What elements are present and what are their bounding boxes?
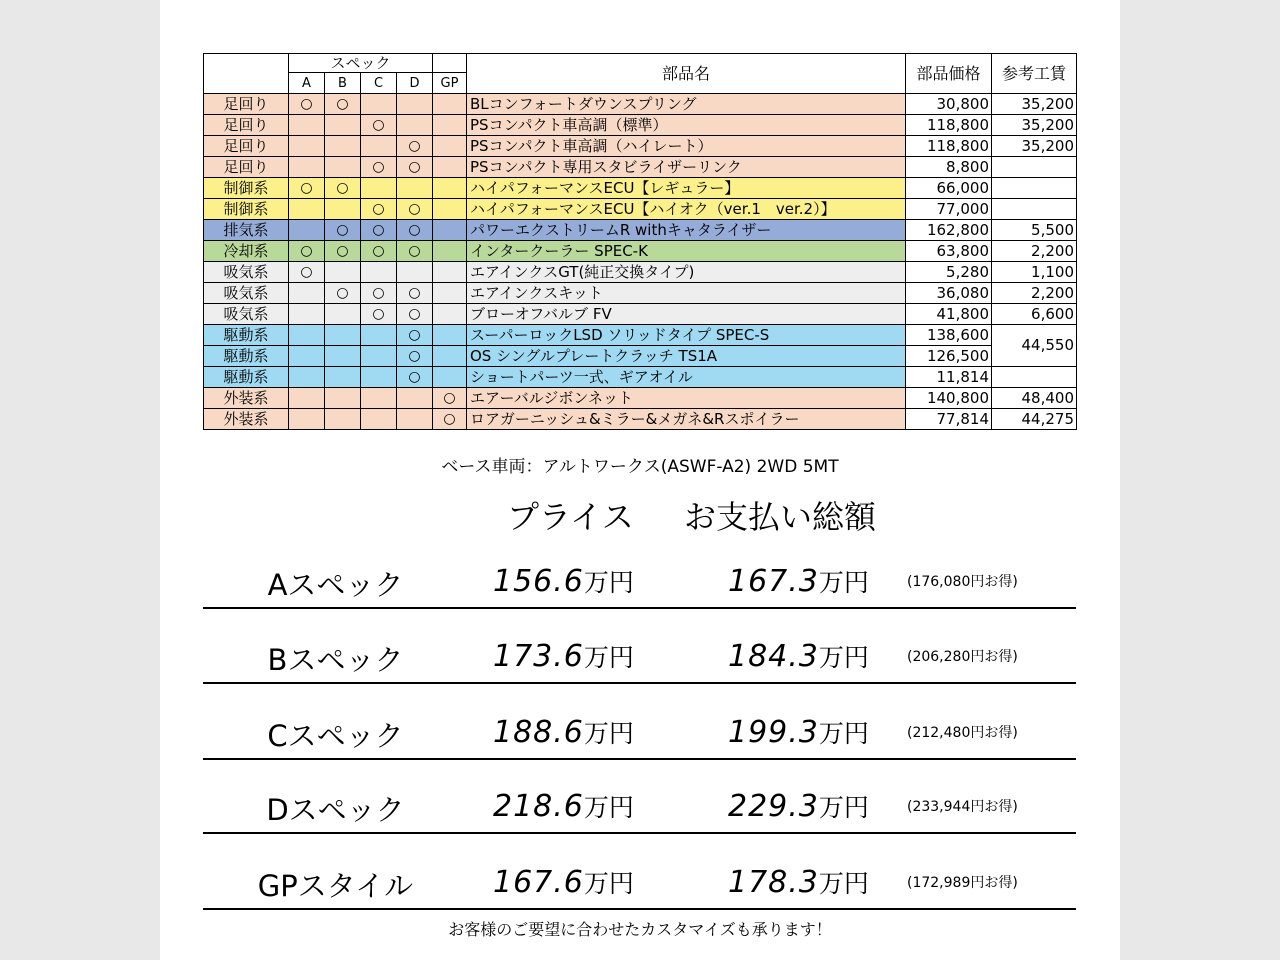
- price-cell: 162,800: [906, 220, 992, 241]
- price-cell: 30,800: [906, 94, 992, 115]
- spec-mark-cell: ○: [397, 199, 433, 220]
- spec-mark-cell: ○: [289, 178, 325, 199]
- spec-mark-cell: ○: [397, 367, 433, 388]
- category-cell: 駆動系: [204, 367, 289, 388]
- spec-mark-cell: [433, 283, 467, 304]
- category-cell: 吸気系: [204, 304, 289, 325]
- spec-mark-cell: ○: [397, 283, 433, 304]
- table-row: [204, 115, 1077, 136]
- spec-mark-cell: [361, 136, 397, 157]
- total-unit: 万円: [818, 719, 869, 748]
- spec-mark-cell: ○: [325, 94, 361, 115]
- part-name-cell: パワーエクストリームR withキャタライザー: [467, 220, 906, 241]
- row-divider: [203, 758, 1076, 760]
- parts-table-body: [204, 94, 1077, 430]
- price-number: 218.6: [493, 789, 584, 824]
- labor-cell: 35,200: [992, 115, 1077, 136]
- parts-table: [203, 53, 1077, 430]
- table-row: [204, 178, 1077, 199]
- table-row: [204, 409, 1077, 430]
- spec-mark-cell: [433, 325, 467, 346]
- savings-note: (172,989円お得): [907, 875, 1018, 891]
- spec-mark-cell: [433, 304, 467, 325]
- part-name-cell: ハイパフォーマンスECU【レギュラー】: [467, 178, 906, 199]
- savings-note: (206,280円お得): [907, 649, 1018, 665]
- price-cell: 41,800: [906, 304, 992, 325]
- total-value: [728, 788, 869, 824]
- price-value: [493, 714, 634, 750]
- spec-mark-cell: [433, 94, 467, 115]
- spec-mark-cell: [433, 115, 467, 136]
- summary-row: [203, 638, 1076, 678]
- spec-mark-cell: [289, 304, 325, 325]
- spec-mark-cell: [325, 304, 361, 325]
- table-row: [204, 346, 1077, 367]
- total-number: 178.3: [728, 865, 819, 900]
- labor-cell: 44,275: [992, 409, 1077, 430]
- spec-name: Aスペック: [267, 568, 404, 602]
- spec-mark-cell: [361, 388, 397, 409]
- row-divider: [203, 607, 1076, 609]
- table-row: [204, 283, 1077, 304]
- total-unit: 万円: [818, 793, 869, 822]
- spec-mark-cell: ○: [361, 304, 397, 325]
- category-cell: 排気系: [204, 220, 289, 241]
- labor-cell: 6,600: [992, 304, 1077, 325]
- spec-mark-cell: [361, 262, 397, 283]
- spec-mark-cell: ○: [397, 346, 433, 367]
- price-cell: 77,814: [906, 409, 992, 430]
- total-number: 167.3: [728, 564, 819, 599]
- summary-row: [203, 864, 1076, 904]
- spec-mark-cell: [361, 409, 397, 430]
- spec-mark-cell: [397, 262, 433, 283]
- table-row: [204, 388, 1077, 409]
- base-vehicle-text: ベース車両：アルトワークス(ASWF-A2) 2WD 5MT: [441, 457, 839, 477]
- total-unit: 万円: [818, 643, 869, 672]
- summary-row: [203, 714, 1076, 754]
- spec-mark-cell: [289, 199, 325, 220]
- spec-mark-cell: ○: [325, 178, 361, 199]
- labor-cell: 48,400: [992, 388, 1077, 409]
- spec-mark-cell: [361, 94, 397, 115]
- spec-mark-cell: [325, 115, 361, 136]
- category-header: [204, 54, 289, 94]
- savings-note: (212,480円お得): [907, 725, 1018, 741]
- part-name-cell: ハイパフォーマンスECU【ハイオク（ver.1 ver.2）】: [467, 199, 906, 220]
- spec-mark-cell: [397, 115, 433, 136]
- spec-mark-cell: ○: [397, 157, 433, 178]
- table-row: [204, 325, 1077, 346]
- spec-group-header: スペック: [289, 54, 433, 73]
- spec-mark-cell: [289, 157, 325, 178]
- price-value: [493, 864, 634, 900]
- price-value: [493, 563, 634, 599]
- labor-cell: [992, 157, 1077, 178]
- spec-mark-cell: [325, 325, 361, 346]
- price-number: 173.6: [493, 639, 584, 674]
- price-number: 156.6: [493, 564, 584, 599]
- part-name-cell: ロアガーニッシュ&ミラー&メガネ&Rスポイラー: [467, 409, 906, 430]
- price-unit: 万円: [583, 719, 634, 748]
- spec-mark-cell: [397, 388, 433, 409]
- total-value: [728, 563, 869, 599]
- spec-mark-cell: ○: [325, 220, 361, 241]
- table-row: [204, 220, 1077, 241]
- total-column-header: お支払い総額: [684, 498, 877, 536]
- labor-cell: [992, 367, 1077, 388]
- spec-letter-a: A: [289, 73, 325, 94]
- price-cell: 77,000: [906, 199, 992, 220]
- total-unit: 万円: [818, 869, 869, 898]
- spec-mark-cell: ○: [397, 136, 433, 157]
- summary-row: [203, 788, 1076, 828]
- spec-mark-cell: ○: [397, 241, 433, 262]
- spec-mark-cell: [325, 388, 361, 409]
- price-cell: 126,500: [906, 346, 992, 367]
- part-name-cell: スーパーロックLSD ソリッドタイプ SPEC-S: [467, 325, 906, 346]
- price-cell: 118,800: [906, 115, 992, 136]
- labor-header: 参考工賃: [992, 54, 1077, 94]
- table-row: [204, 157, 1077, 178]
- spec-mark-cell: ○: [361, 283, 397, 304]
- spec-letter-b: B: [325, 73, 361, 94]
- labor-cell: 5,500: [992, 220, 1077, 241]
- spec-mark-cell: [397, 178, 433, 199]
- labor-cell: 2,200: [992, 283, 1077, 304]
- spec-mark-cell: ○: [325, 241, 361, 262]
- labor-cell: 35,200: [992, 94, 1077, 115]
- part-name-cell: ブローオフバルブ FV: [467, 304, 906, 325]
- part-name-cell: エアーバルジボンネット: [467, 388, 906, 409]
- spec-mark-cell: ○: [289, 94, 325, 115]
- part-name-cell: PSコンパクト車高調（ハイレート）: [467, 136, 906, 157]
- price-cell: 138,600: [906, 325, 992, 346]
- total-number: 184.3: [728, 639, 819, 674]
- spec-mark-cell: [289, 115, 325, 136]
- labor-cell: 35,200: [992, 136, 1077, 157]
- spec-mark-cell: [325, 367, 361, 388]
- row-divider: [203, 908, 1076, 910]
- price-number: 167.6: [493, 865, 584, 900]
- spec-letter-d: D: [397, 73, 433, 94]
- spec-mark-cell: [397, 409, 433, 430]
- price-cell: 66,000: [906, 178, 992, 199]
- part-name-cell: エアインクスキット: [467, 283, 906, 304]
- part-name-cell: BLコンフォートダウンスプリング: [467, 94, 906, 115]
- spec-mark-cell: ○: [361, 115, 397, 136]
- spec-mark-cell: [289, 220, 325, 241]
- part-name-cell: PSコンパクト専用スタビライザーリンク: [467, 157, 906, 178]
- labor-cell: 2,200: [992, 241, 1077, 262]
- price-value: [493, 788, 634, 824]
- price-unit: 万円: [583, 869, 634, 898]
- spec-name: GPスタイル: [257, 869, 414, 903]
- category-cell: 外装系: [204, 409, 289, 430]
- price-cell: 118,800: [906, 136, 992, 157]
- price-unit: 万円: [583, 793, 634, 822]
- category-cell: 制御系: [204, 178, 289, 199]
- spec-letter-gp: GP: [433, 73, 467, 94]
- category-cell: 冷却系: [204, 241, 289, 262]
- category-cell: 足回り: [204, 115, 289, 136]
- price-cell: 8,800: [906, 157, 992, 178]
- spec-mark-cell: ○: [397, 304, 433, 325]
- part-name-header: 部品名: [467, 54, 906, 94]
- total-value: [728, 638, 869, 674]
- category-cell: 駆動系: [204, 325, 289, 346]
- total-value: [728, 714, 869, 750]
- category-cell: 外装系: [204, 388, 289, 409]
- summary-row: [203, 563, 1076, 603]
- table-row: [204, 367, 1077, 388]
- category-cell: 足回り: [204, 136, 289, 157]
- price-unit: 万円: [583, 643, 634, 672]
- spec-mark-cell: [433, 367, 467, 388]
- price-number: 188.6: [493, 715, 584, 750]
- spec-mark-cell: [433, 262, 467, 283]
- spec-mark-cell: [289, 136, 325, 157]
- category-cell: 吸気系: [204, 262, 289, 283]
- table-row: [204, 241, 1077, 262]
- price-cell: 11,814: [906, 367, 992, 388]
- spec-mark-cell: ○: [361, 199, 397, 220]
- spec-mark-cell: ○: [433, 409, 467, 430]
- spec-mark-cell: [325, 199, 361, 220]
- spec-letter-c: C: [361, 73, 397, 94]
- total-number: 199.3: [728, 715, 819, 750]
- gp-header-blank: [433, 54, 467, 73]
- table-row: [204, 199, 1077, 220]
- spec-mark-cell: [289, 367, 325, 388]
- price-cell: 63,800: [906, 241, 992, 262]
- spec-mark-cell: [361, 367, 397, 388]
- spec-mark-cell: [325, 346, 361, 367]
- price-value: [493, 638, 634, 674]
- spec-mark-cell: ○: [397, 220, 433, 241]
- category-cell: 吸気系: [204, 283, 289, 304]
- labor-cell: [992, 199, 1077, 220]
- labor-cell: 1,100: [992, 262, 1077, 283]
- spec-mark-cell: [433, 220, 467, 241]
- spec-mark-cell: ○: [397, 325, 433, 346]
- footer-note: お客様のご要望に合わせたカスタマイズも承ります！: [448, 920, 832, 939]
- part-name-cell: PSコンパクト車高調（標準）: [467, 115, 906, 136]
- price-unit: 万円: [583, 568, 634, 597]
- total-value: [728, 864, 869, 900]
- spec-name: Bスペック: [267, 643, 404, 677]
- spec-mark-cell: [325, 409, 361, 430]
- spec-mark-cell: [289, 346, 325, 367]
- spec-mark-cell: [433, 178, 467, 199]
- spec-name: Cスペック: [267, 719, 404, 753]
- category-cell: 制御系: [204, 199, 289, 220]
- total-unit: 万円: [818, 568, 869, 597]
- price-cell: 36,080: [906, 283, 992, 304]
- table-row: [204, 136, 1077, 157]
- table-row: [204, 262, 1077, 283]
- spec-name: Dスペック: [266, 793, 405, 827]
- spec-mark-cell: [325, 262, 361, 283]
- labor-cell: 44,550: [992, 325, 1077, 367]
- spec-mark-cell: [325, 157, 361, 178]
- spec-mark-cell: [433, 199, 467, 220]
- spec-mark-cell: [433, 241, 467, 262]
- spec-mark-cell: ○: [361, 220, 397, 241]
- spec-mark-cell: [289, 388, 325, 409]
- part-name-cell: エアインクスGT(純正交換タイプ): [467, 262, 906, 283]
- price-cell: 140,800: [906, 388, 992, 409]
- part-name-cell: ショートパーツ一式、ギアオイル: [467, 367, 906, 388]
- spec-mark-cell: ○: [433, 388, 467, 409]
- spec-mark-cell: [289, 409, 325, 430]
- spec-mark-cell: [361, 325, 397, 346]
- category-cell: 足回り: [204, 94, 289, 115]
- spec-mark-cell: ○: [289, 262, 325, 283]
- category-cell: 足回り: [204, 157, 289, 178]
- spec-mark-cell: [289, 325, 325, 346]
- savings-note: (233,944円お得): [907, 799, 1018, 815]
- spec-mark-cell: [289, 283, 325, 304]
- spec-mark-cell: ○: [361, 157, 397, 178]
- price-column-header: プライス: [507, 498, 634, 536]
- part-name-cell: OS シングルプレートクラッチ TS1A: [467, 346, 906, 367]
- part-name-cell: インタークーラー SPEC-K: [467, 241, 906, 262]
- table-row: [204, 304, 1077, 325]
- spec-mark-cell: ○: [289, 241, 325, 262]
- category-cell: 駆動系: [204, 346, 289, 367]
- spec-mark-cell: [433, 346, 467, 367]
- table-row: [204, 94, 1077, 115]
- row-divider: [203, 832, 1076, 834]
- price-cell: 5,280: [906, 262, 992, 283]
- spec-mark-cell: [433, 136, 467, 157]
- savings-note: (176,080円お得): [907, 574, 1018, 590]
- spec-mark-cell: [397, 94, 433, 115]
- spec-mark-cell: [325, 136, 361, 157]
- spec-mark-cell: [433, 157, 467, 178]
- spec-mark-cell: [361, 346, 397, 367]
- spec-mark-cell: ○: [361, 241, 397, 262]
- total-number: 229.3: [728, 789, 819, 824]
- spec-mark-cell: ○: [325, 283, 361, 304]
- price-header: 部品価格: [906, 54, 992, 94]
- spec-mark-cell: [361, 178, 397, 199]
- row-divider: [203, 682, 1076, 684]
- labor-cell: [992, 178, 1077, 199]
